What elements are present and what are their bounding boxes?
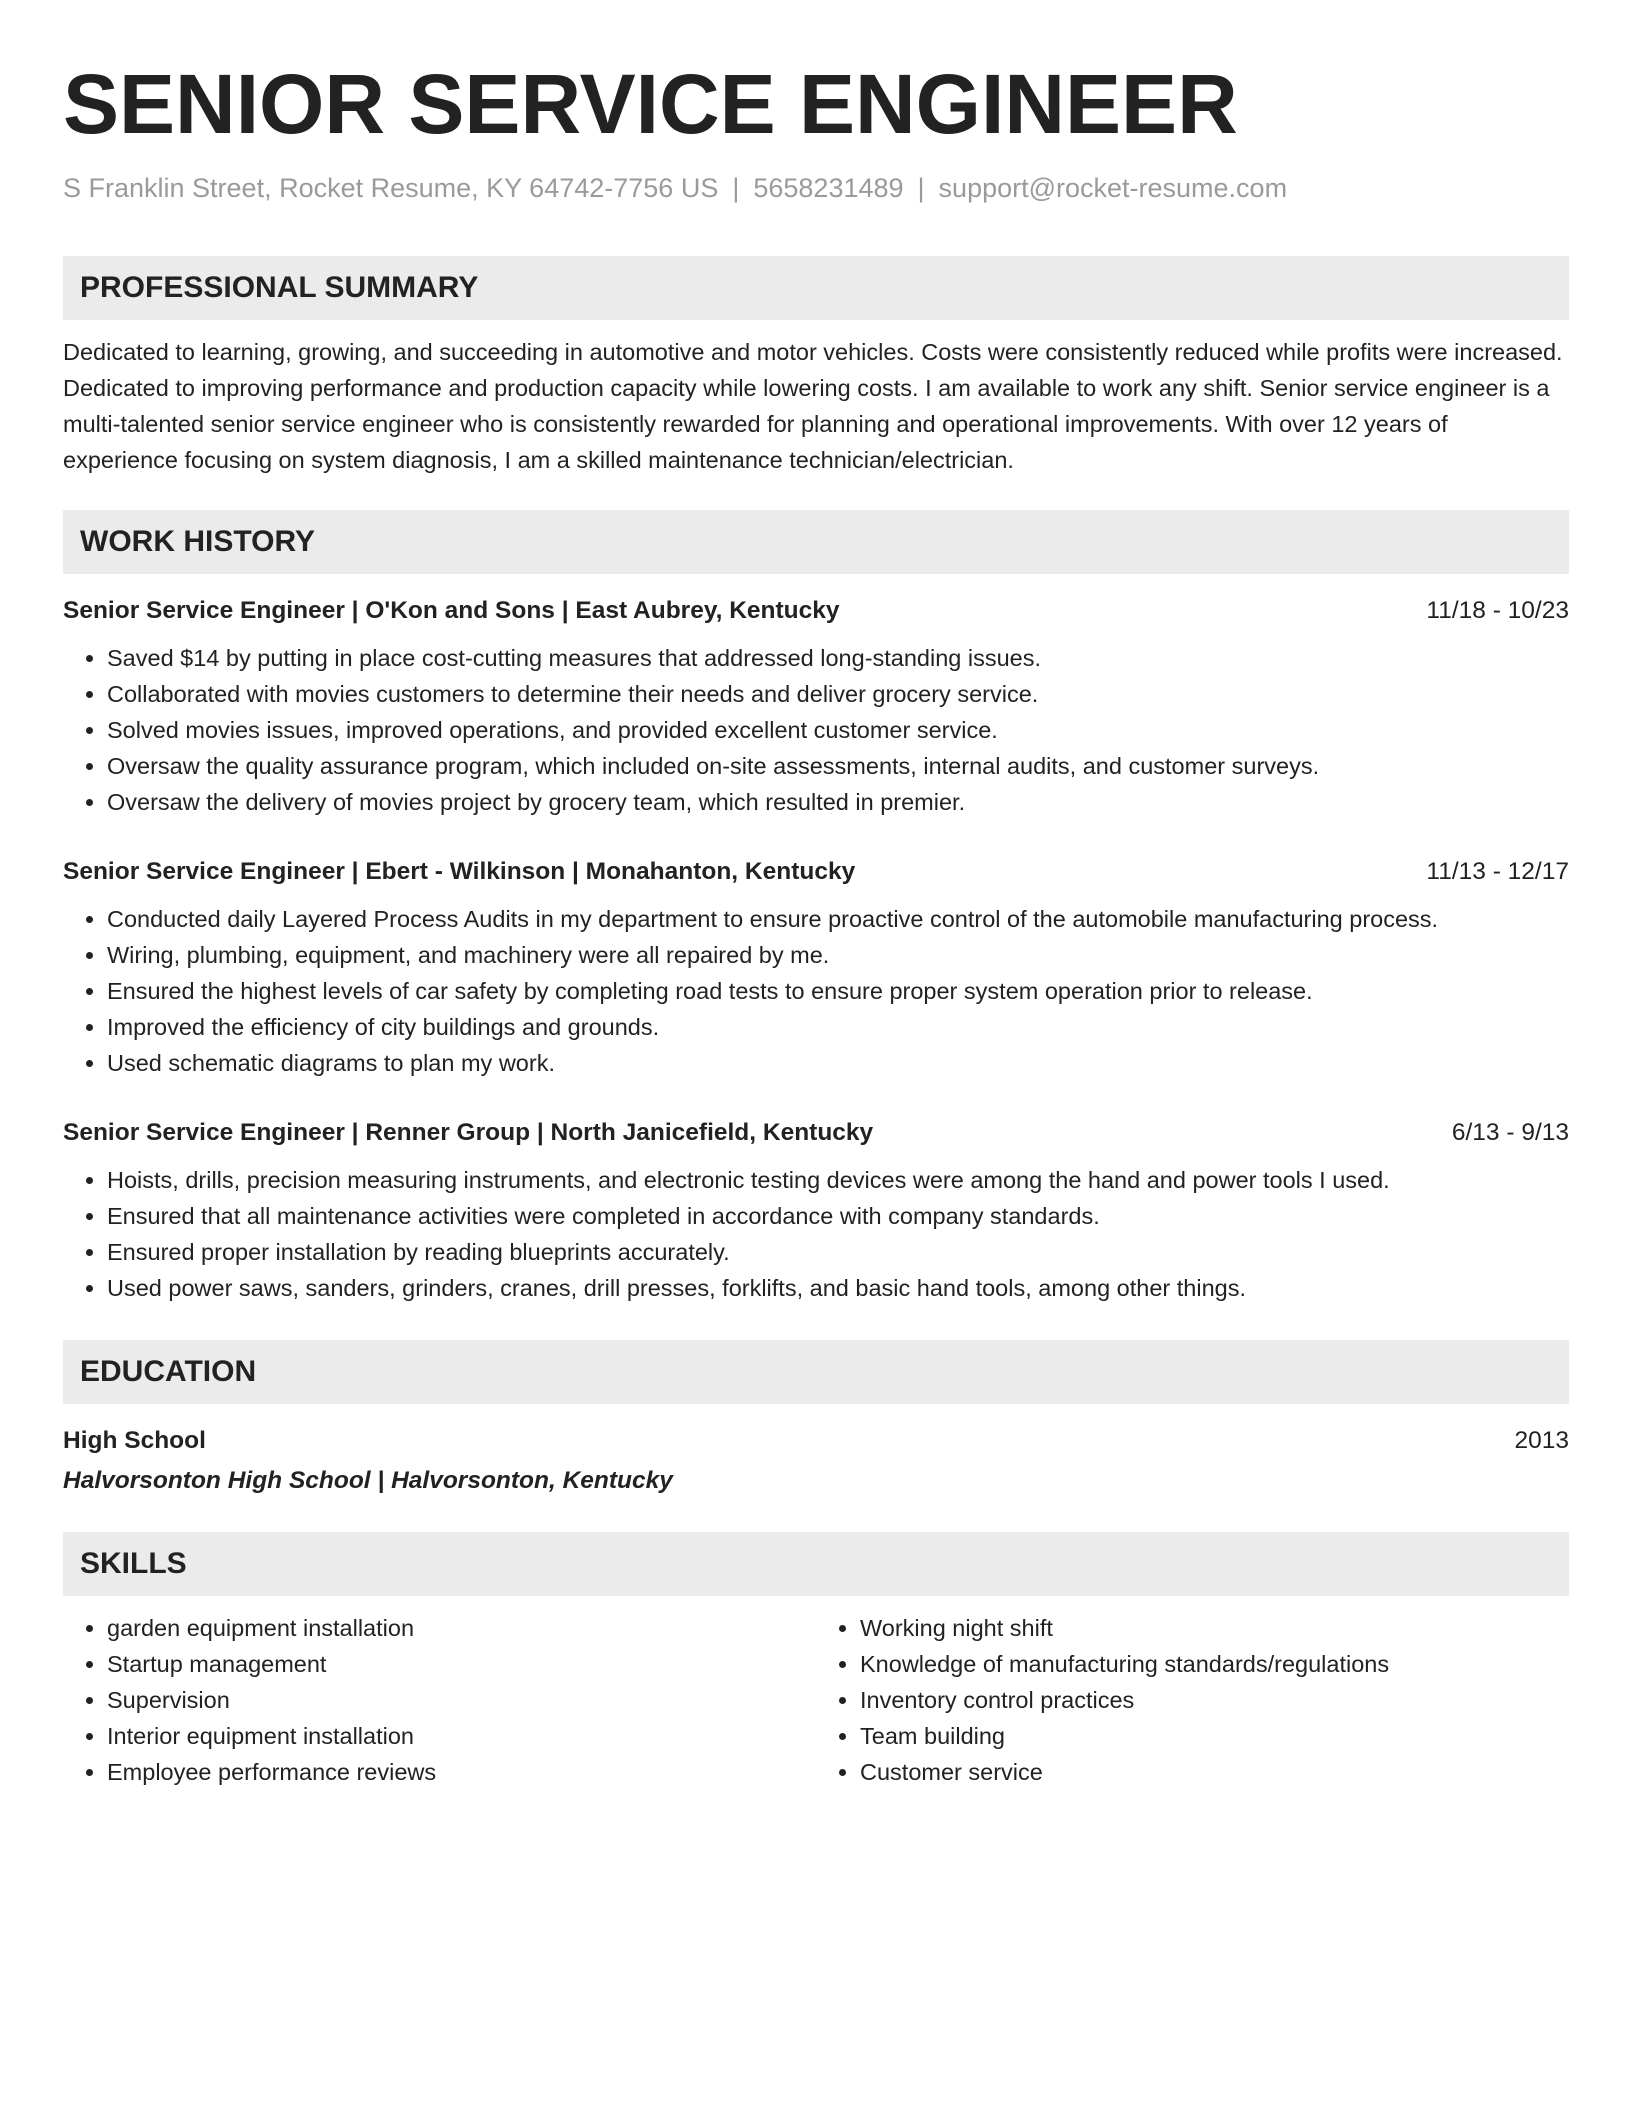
skills-column-left [63, 1610, 816, 1790]
job-bullet: • Saved $14 by putting in place cost-cutting measures that addressed long-standing issues. [107, 640, 1569, 676]
job-title: Senior Service Engineer | Ebert - Wilkinson | Monahanton, Kentucky [63, 858, 856, 885]
education-school: Halvorsonton High School | Halvorsonton, Kentucky [63, 1467, 673, 1494]
skill-item: • Inventory control practices [860, 1682, 1569, 1718]
skill-item: • Knowledge of manufacturing standards/regulations [860, 1646, 1569, 1682]
skill-item: • garden equipment installation [107, 1610, 816, 1646]
job-bullets [63, 640, 1569, 820]
job-dates: 11/18 - 10/23 [1426, 597, 1569, 624]
job-header [63, 1116, 1569, 1150]
job-bullet: • Wiring, plumbing, equipment, and machinery were all repaired by me. [107, 937, 1569, 973]
job-bullet: • Used schematic diagrams to plan my work. [107, 1045, 1569, 1081]
job-title: Senior Service Engineer | O'Kon and Sons | East Aubrey, Kentucky [63, 597, 840, 624]
resume-title: SENIOR SERVICE ENGINEER [63, 57, 1238, 151]
job-bullet: • Ensured that all maintenance activities were completed in accordance with company standards. [107, 1198, 1569, 1234]
job-entry [63, 855, 1569, 1081]
section-heading-education: EDUCATION [63, 1340, 1569, 1404]
job-bullet: • Ensured proper installation by reading blueprints accurately. [107, 1234, 1569, 1270]
job-bullet: • Hoists, drills, precision measuring instruments, and electronic testing devices were among the hand and power tools I used. [107, 1162, 1569, 1198]
section-heading-summary: PROFESSIONAL SUMMARY [63, 256, 1569, 320]
education-degree: High School [63, 1427, 206, 1454]
job-header [63, 594, 1569, 628]
job-title: Senior Service Engineer | Renner Group | North Janicefield, Kentucky [63, 1119, 874, 1146]
summary-text: Dedicated to learning, growing, and succeeding in automotive and motor vehicles. Costs were consistently reduced while profits were increased. Dedicated to improving performance and production capacity while lowering costs. I am available to work any shift. Senior service engineer is a multi-talented senior service engineer who is consistently rewarded for planning and operational improvements. With over 12 years of experience focusing on system diagnosis, I am a skilled maintenance technician/electrician. [63, 339, 1563, 473]
contact-phone: 5658231489 [753, 173, 904, 203]
skill-item: • Customer service [860, 1754, 1569, 1790]
contact-line [63, 170, 1569, 206]
job-entry [63, 1116, 1569, 1306]
education-header [63, 1424, 1569, 1458]
job-bullet: • Oversaw the quality assurance program, which included on-site assessments, internal audits, and customer surveys. [107, 748, 1569, 784]
job-bullet: • Oversaw the delivery of movies project by grocery team, which resulted in premier. [107, 784, 1569, 820]
skill-item: • Startup management [107, 1646, 816, 1682]
job-dates: 11/13 - 12/17 [1426, 858, 1569, 885]
skill-item: • Working night shift [860, 1610, 1569, 1646]
skills-column-right [816, 1610, 1569, 1790]
contact-separator: | [732, 173, 740, 203]
section-heading-skills: SKILLS [63, 1532, 1569, 1596]
section-heading-work-history: WORK HISTORY [63, 510, 1569, 574]
job-bullets [63, 1162, 1569, 1306]
contact-address: S Franklin Street, Rocket Resume, KY 64742-7756 US [63, 173, 719, 203]
job-bullet: • Improved the efficiency of city buildings and grounds. [107, 1009, 1569, 1045]
skill-item: • Interior equipment installation [107, 1718, 816, 1754]
skill-item: • Team building [860, 1718, 1569, 1754]
skill-item: • Employee performance reviews [107, 1754, 816, 1790]
skill-item: • Supervision [107, 1682, 816, 1718]
job-bullet: • Collaborated with movies customers to determine their needs and deliver grocery service. [107, 676, 1569, 712]
job-header [63, 855, 1569, 889]
job-bullet: • Used power saws, sanders, grinders, cranes, drill presses, forklifts, and basic hand tools, among other things. [107, 1270, 1569, 1306]
education-year: 2013 [1514, 1427, 1569, 1454]
job-bullet: • Conducted daily Layered Process Audits in my department to ensure proactive control of the automobile manufacturing process. [107, 901, 1569, 937]
job-bullet: • Solved movies issues, improved operations, and provided excellent customer service. [107, 712, 1569, 748]
skills-list [63, 1610, 1569, 1790]
job-bullets [63, 901, 1569, 1081]
contact-email: support@rocket-resume.com [938, 173, 1288, 203]
contact-separator: | [917, 173, 925, 203]
job-bullet: • Ensured the highest levels of car safety by completing road tests to ensure proper system operation prior to release. [107, 973, 1569, 1009]
job-entry [63, 594, 1569, 820]
job-dates: 6/13 - 9/13 [1451, 1119, 1569, 1146]
